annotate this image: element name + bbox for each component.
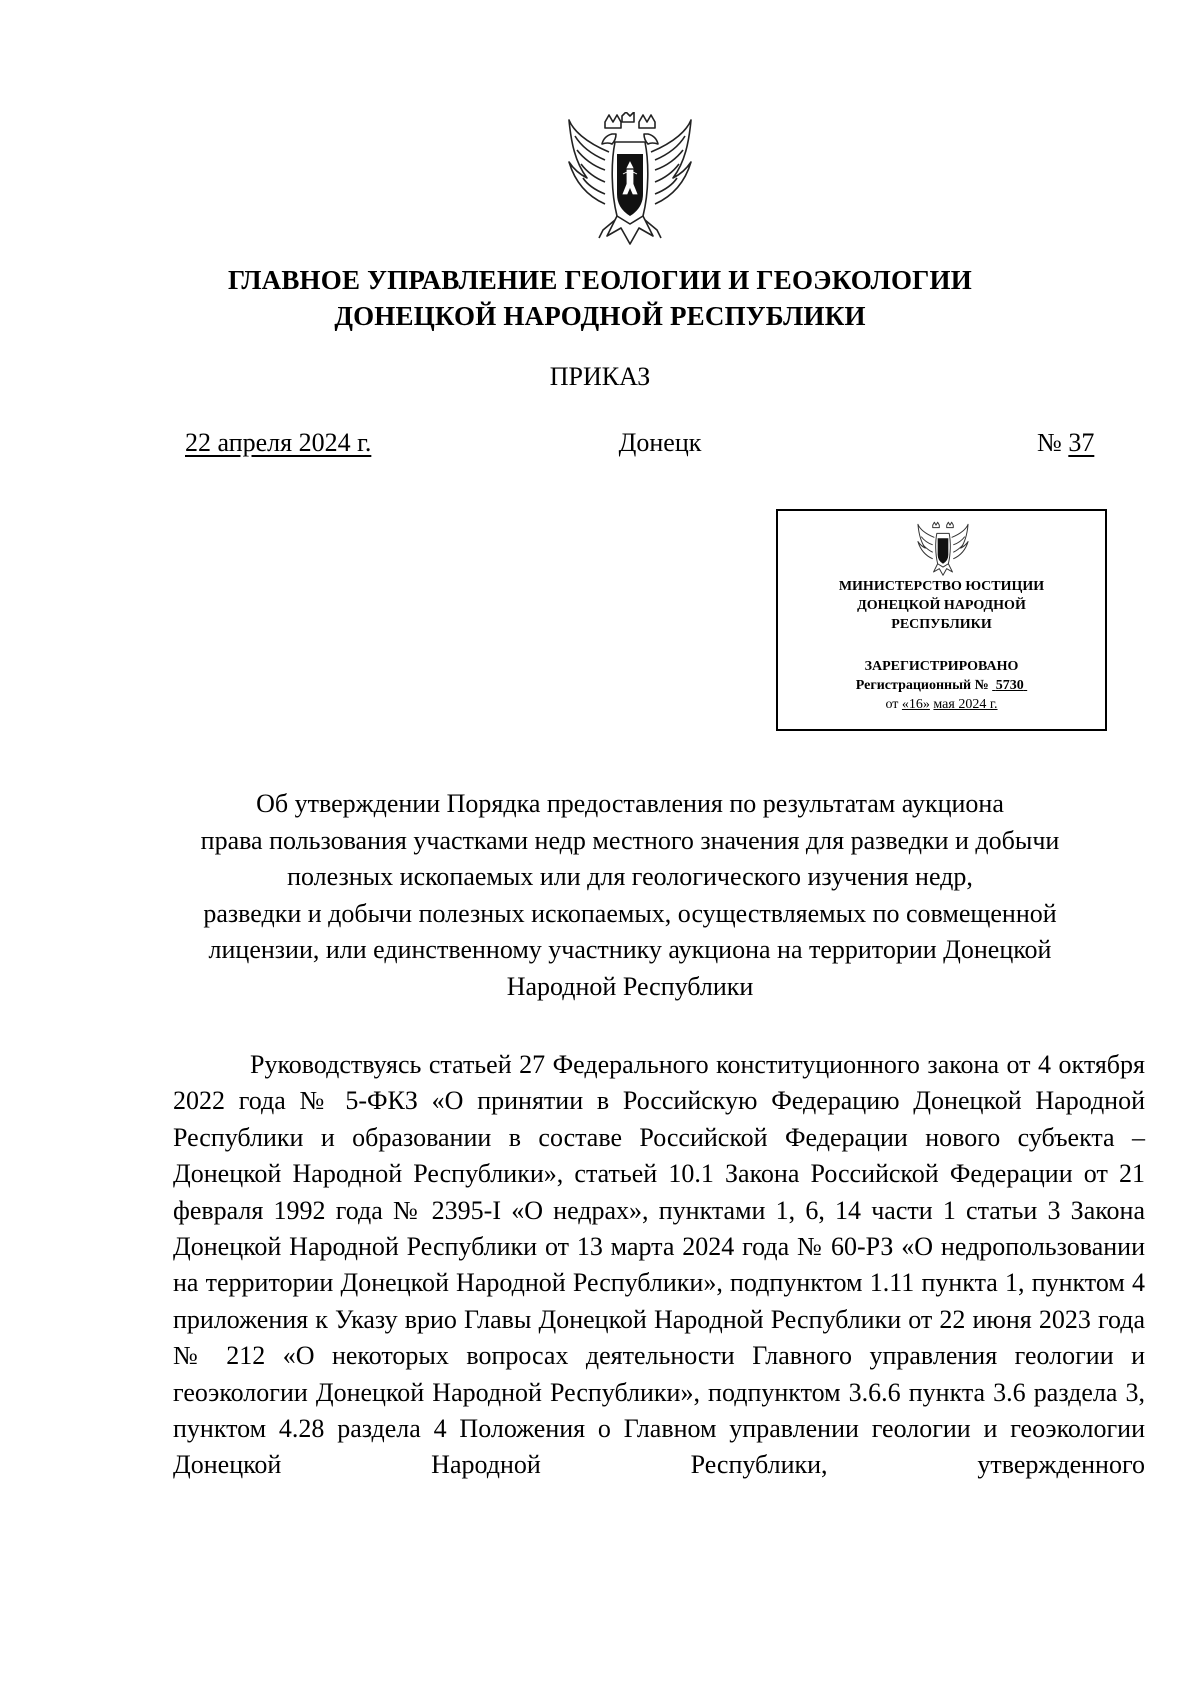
body-paragraph: Руководствуясь статьей 27 Федерального конституционного закона от 4 октября 2022 года № 5-ФКЗ «О принятии в Российскую Федерацию Донецкой Народной Республики и образовании в составе Российской Федерации нового субъекта – Донецкой Народной Республики», статьей 10.1 Закона Российской Федерации от 21 февраля 1992 года № 2395-I «О недрах», пунктами 1, 6, 14 части 1 статьи 3 Закона Донецкой Народной Республики от 13 марта 2024 года № 60-РЗ «О недропользовании на территории Донецкой Народной Республики», подпунктом 1.11 пункта 1, пунктом 4 приложения к Указу врио Главы Донецкой Народной Республики от 22 июня 2023 года № 212 «О некоторых вопросах деятельности Главного управления геологии и геоэкологии Донецкой Народной Республики», подпунктом 3.6.6 пункта 3.6 раздела 3, пунктом 4.28 раздела 4 Положения о Главном управлении геологии и геоэкологии Донецкой Народной Республики, утвержденного [173, 1050, 1145, 1480]
stamp-ministry-line2: ДОНЕЦКОЙ НАРОДНОЙ [857, 598, 1026, 613]
document-number-value: 37 [1068, 428, 1095, 457]
document-date: 22 апреля 2024 г. [185, 428, 372, 457]
stamp-ministry [778, 577, 1105, 634]
stamp-ministry-line3: РЕСПУБЛИКИ [891, 617, 992, 632]
stamp-reg-label: Регистрационный № [855, 678, 989, 693]
stamp-date-day: «16» [901, 697, 930, 712]
stamp-coat-of-arms-icon [916, 521, 970, 581]
org-title-line1: ГЛАВНОЕ УПРАВЛЕНИЕ ГЕОЛОГИИ И ГЕОЭКОЛОГИИ [228, 265, 972, 295]
stamp-ministry-line1: МИНИСТЕРСТВО ЮСТИЦИИ [838, 579, 1045, 594]
subject-line: разведки и добычи полезных ископаемых, осуществляемых по совмещенной [203, 898, 1057, 928]
dpr-coat-of-arms-icon [565, 112, 695, 258]
stamp-date-prefix: от [885, 697, 899, 712]
subject-line: Народной Республики [506, 971, 754, 1001]
document-city: Донецк [618, 428, 702, 457]
subject-line: лицензии, или единственному участнику аукциона на территории Донецкой [208, 935, 1052, 965]
registration-stamp [776, 509, 1107, 731]
stamp-reg-number-line [778, 676, 1105, 695]
subject-line: полезных ископаемых или для геологического изучения недр, [287, 862, 973, 892]
stamp-registration [778, 657, 1105, 714]
stamp-date-line [778, 695, 1105, 714]
stamp-date-rest: мая 2024 г. [933, 697, 998, 712]
stamp-status: ЗАРЕГИСТРИРОВАНО [864, 659, 1019, 674]
document-subject [150, 786, 1110, 1006]
document-number [1037, 428, 1094, 458]
subject-line: Об утверждении Порядка предоставления по результатам аукциона [256, 789, 1004, 818]
stamp-reg-number: 5730 [995, 678, 1024, 693]
org-title-line2: ДОНЕЦКОЙ НАРОДНОЙ РЕСПУБЛИКИ [334, 301, 866, 331]
document-type: ПРИКАЗ [549, 362, 651, 391]
subject-line: права пользования участками недр местного значения для разведки и добычи [200, 825, 1060, 855]
document-number-prefix: № [1037, 428, 1062, 457]
